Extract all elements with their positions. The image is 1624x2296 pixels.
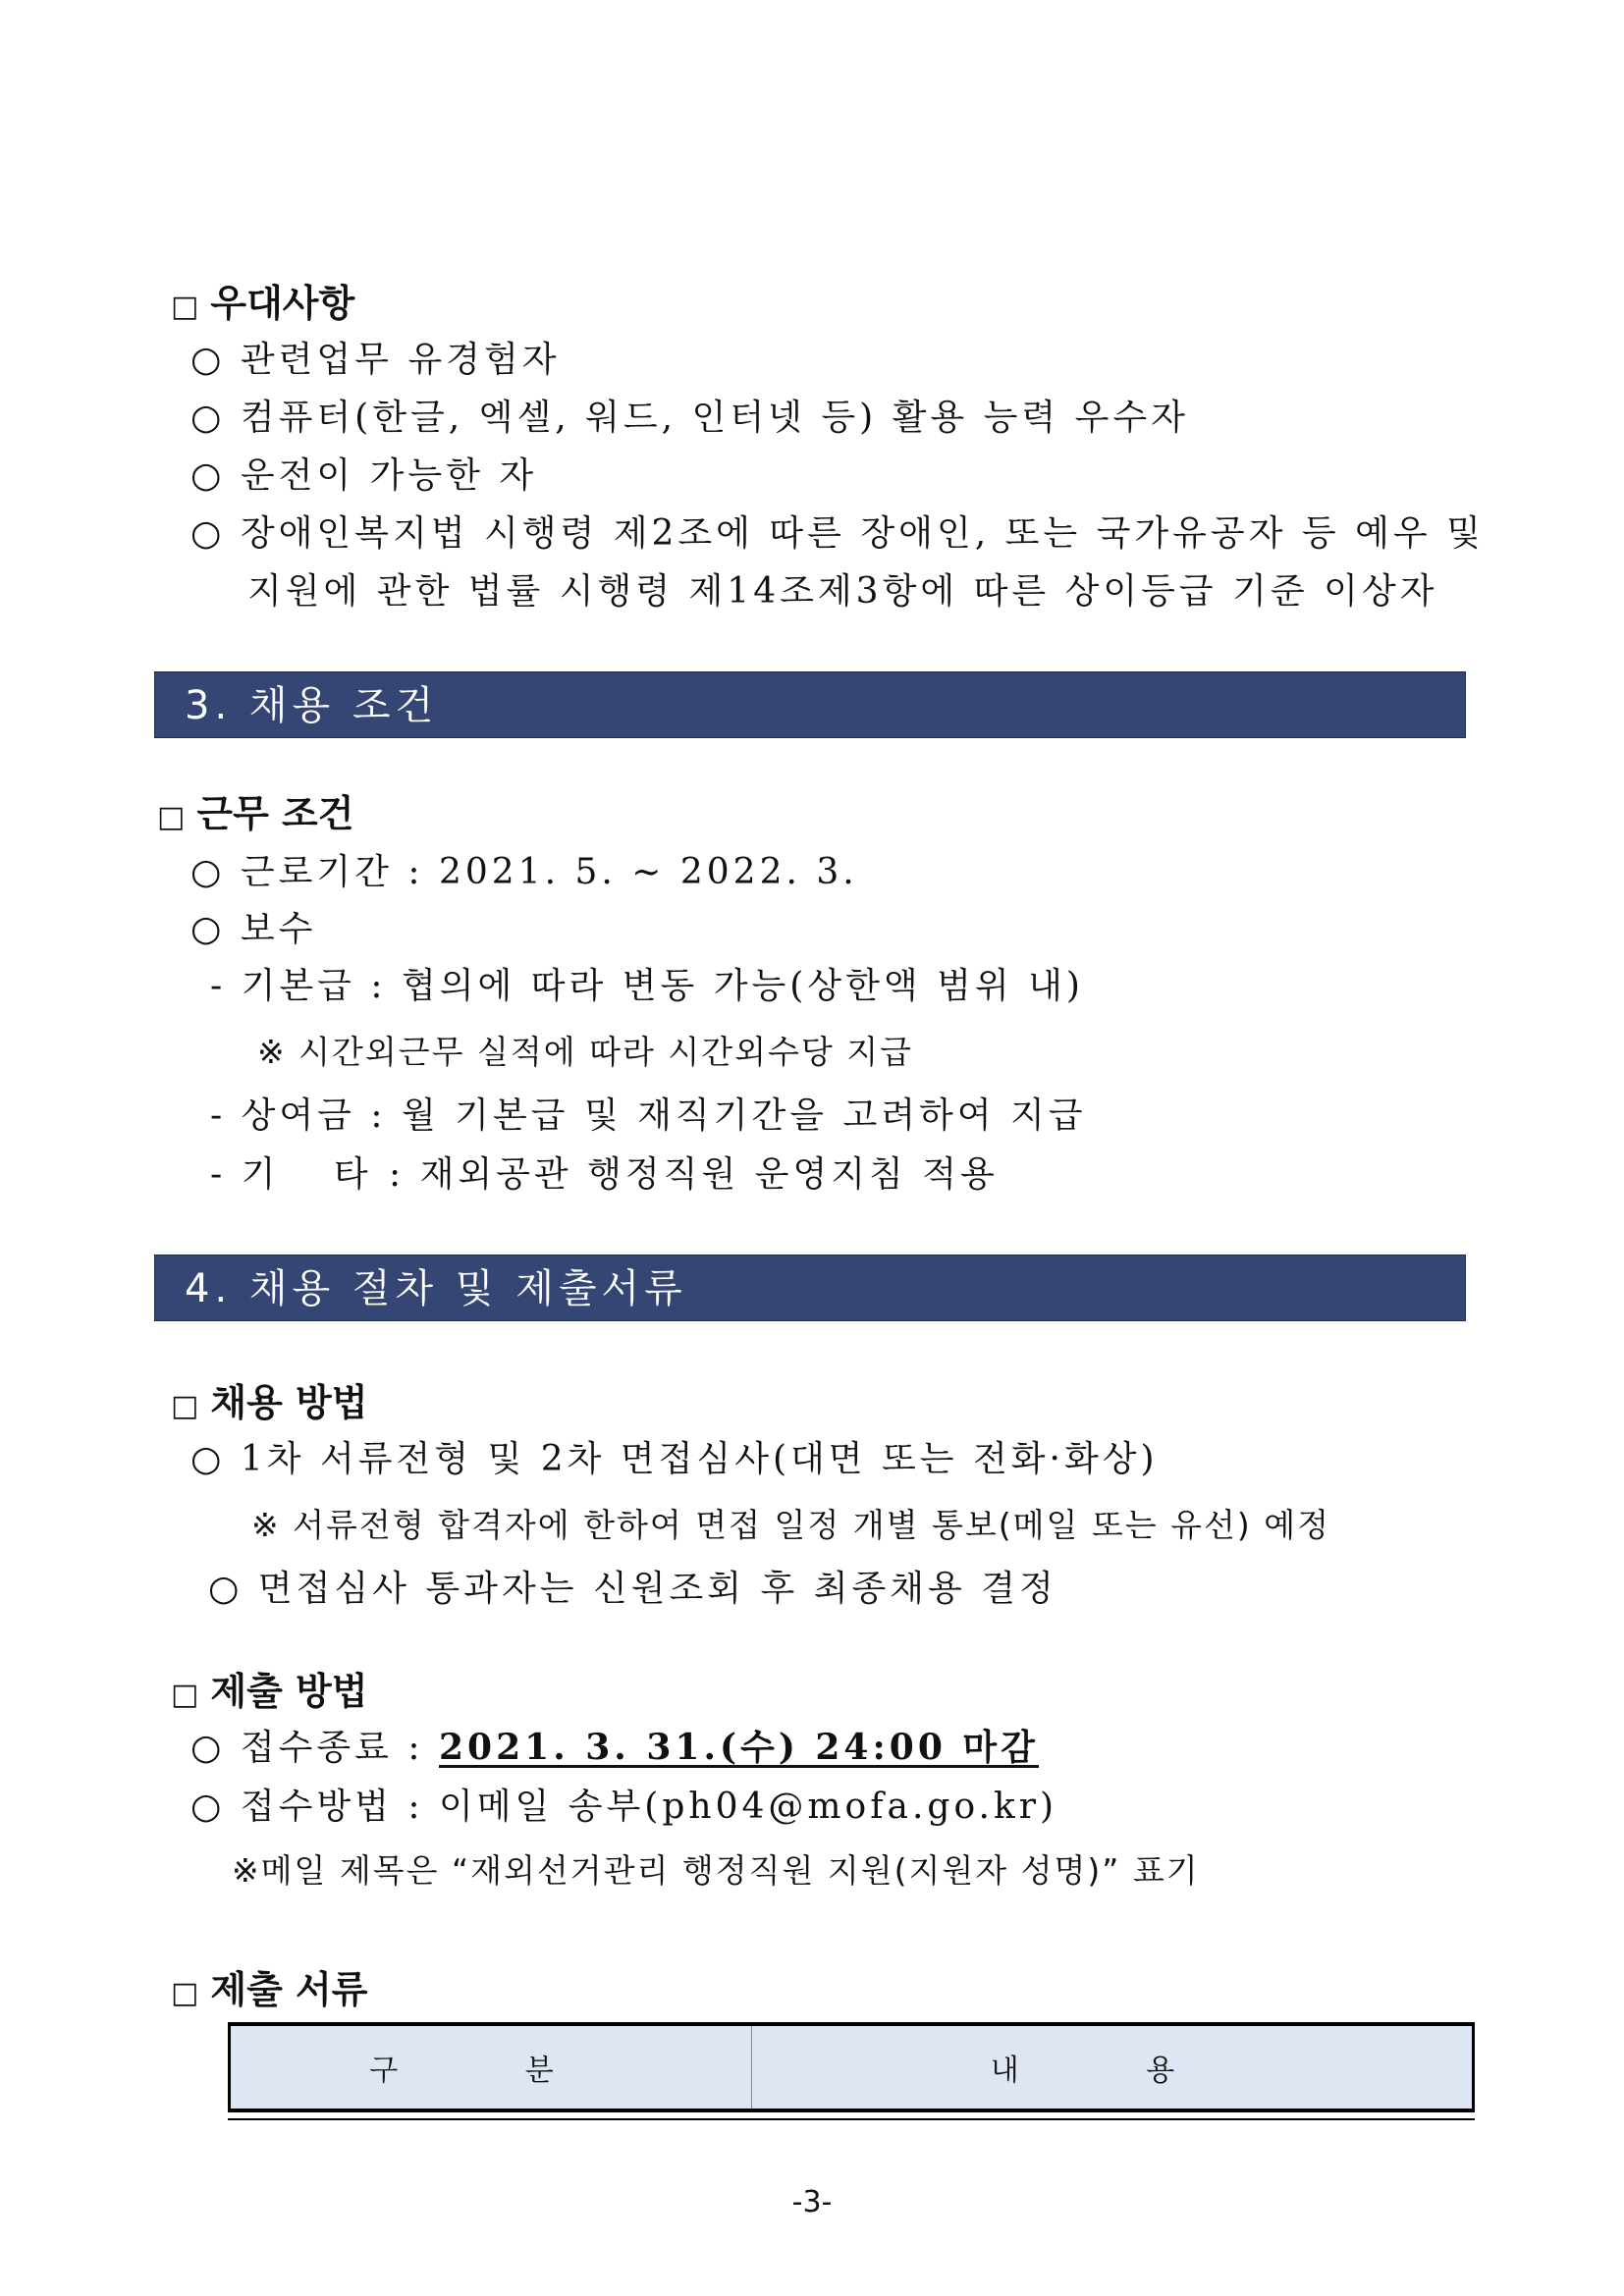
etc-text: : 재외공관 행정직원 운영지침 적용 xyxy=(389,1154,999,1195)
submission-method-heading: □ 제출 방법 xyxy=(171,1669,368,1713)
square-bullet-icon: □ xyxy=(171,1678,199,1712)
work-conditions-heading: □ 근무 조건 xyxy=(157,791,354,835)
preference-item: ○ 운전이 가능한 자 xyxy=(190,455,538,496)
table-bottom-rule xyxy=(228,2118,1475,2120)
square-bullet-icon: □ xyxy=(171,290,199,324)
submission-email: ○ 접수방법 : 이메일 송부(ph04@mofa.go.kr) xyxy=(190,1787,1058,1827)
etc-label: - 기 타 xyxy=(210,1154,372,1195)
square-bullet-icon: □ xyxy=(171,1976,199,2010)
table-header-content: 내 용 xyxy=(990,2054,1234,2088)
documents-heading: □ 제출 서류 xyxy=(171,1967,368,2011)
documents-table xyxy=(228,2022,1475,2112)
section-3-title: 3. 채용 조건 xyxy=(154,671,1466,738)
overtime-note: ※ 시간외근무 실적에 따라 시간외수당 지급 xyxy=(257,1033,914,1071)
preference-item: ○ 장애인복지법 시행령 제2조에 따른 장애인, 또는 국가유공자 등 예우 및 xyxy=(190,513,1485,554)
preference-heading: □ 우대사항 xyxy=(171,281,355,325)
pay-heading: ○ 보수 xyxy=(190,909,317,949)
table-header-category: 구 분 xyxy=(230,2024,752,2110)
preference-item-continuation: 지원에 관한 법률 시행령 제14조제3항에 따른 상이등급 기준 이상자 xyxy=(247,571,1438,612)
hiring-method-step1: ○ 1차 서류전형 및 2차 면접심사(대면 또는 전화·화상) xyxy=(190,1439,1159,1479)
deadline-line: ○ 접수종료 : 2021. 3. 31.(수) 24:00 마감 xyxy=(190,1727,1039,1768)
work-period: ○ 근로기간 : 2021. 5. ~ 2022. 3. xyxy=(190,852,858,892)
base-pay: - 기본급 : 협의에 따라 변동 가능(상한액 범위 내) xyxy=(210,966,1084,1006)
square-bullet-icon: □ xyxy=(157,800,186,834)
section-4-title: 4. 채용 절차 및 제출서류 xyxy=(154,1255,1466,1321)
mail-subject-note: ※메일 제목은 “재외선거관리 행정직원 지원(지원자 성명)” 표기 xyxy=(232,1851,1200,1890)
deadline-value: 2021. 3. 31.(수) 24:00 마감 xyxy=(439,1727,1039,1768)
hiring-method-step2: ○ 면접심사 통과자는 신원조회 후 최종채용 결정 xyxy=(208,1569,1057,1609)
preference-item: ○ 컴퓨터(한글, 엑셀, 워드, 인터넷 등) 활용 능력 우수자 xyxy=(190,398,1189,438)
page-number: -3- xyxy=(791,2185,833,2219)
interview-note: ※ 서류전형 합격자에 한하여 면접 일정 개별 통보(메일 또는 유선) 예정 xyxy=(251,1506,1331,1544)
hiring-method-heading: □ 채용 방법 xyxy=(171,1380,368,1424)
table-header-row xyxy=(230,2024,1474,2110)
preference-item: ○ 관련업무 유경험자 xyxy=(190,340,561,380)
square-bullet-icon: □ xyxy=(171,1389,199,1423)
bonus: - 상여금 : 월 기본급 및 재직기간을 고려하여 지급 xyxy=(210,1095,1087,1136)
